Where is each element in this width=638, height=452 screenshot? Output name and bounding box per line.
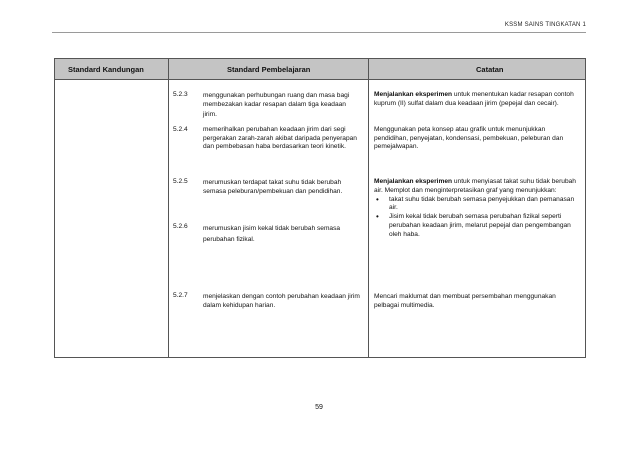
learning-text: merumuskan jisim kekal tidak berubah semasa perubahan fizikal. — [203, 225, 341, 243]
note-2 — [374, 126, 580, 152]
learning-text: memerihalkan perubahan keadaan jirim dari segi pergerakan zarah-zarah akibat daripada penyerapan dan pembebasan haba berdasarkan teori kinetik. — [203, 126, 357, 150]
header-divider — [52, 32, 586, 33]
learning-text: merumuskan terdapat takat suhu tidak berubah semasa peleburan/pembekuan dan pendidihan. — [203, 179, 343, 196]
note-bullet-list — [374, 196, 580, 240]
column-header-standard-kandungan: Standard Kandungan — [68, 65, 144, 74]
learning-text: menggunakan perhubungan ruang dan masa bagi membezakan kadar resapan dalam tiga keadaan jirim. — [203, 92, 350, 118]
curriculum-table — [54, 58, 586, 358]
note-4 — [374, 292, 580, 311]
column-divider — [168, 59, 169, 357]
learning-text: menjelaskan dengan contoh perubahan keadaan jirim dalam kehidupan harian. — [203, 293, 360, 310]
note-emphasis: Menjalankan eksperimen — [374, 178, 453, 185]
page-number: 59 — [315, 404, 323, 411]
note-text: Menggunakan peta konsep atau grafik untuk menunjukkan pendidihan, penyejatan, kondensasi, pembekuan, peleburan dan pemejalwapan. — [374, 126, 564, 150]
note-3 — [374, 178, 580, 240]
learning-code: 5.2.7 — [173, 292, 188, 299]
note-1 — [374, 91, 580, 108]
table-header-row — [55, 59, 585, 80]
column-header-standard-pembelajaran: Standard Pembelajaran — [227, 65, 311, 74]
document-header: KSSM SAINS TINGKATAN 1 — [504, 22, 586, 28]
note-emphasis: Menjalankan eksperimen — [374, 91, 453, 98]
learning-code: 5.2.5 — [173, 178, 188, 185]
note-text: untuk menyiasat takat suhu tidak berubah air. Memplot dan menginterpretasikan graf yang menunjukkan: — [374, 178, 576, 194]
note-text: untuk menentukan kadar resapan contoh kuprum (II) sulfat dalam dua keadaan jirim (pepejal dan cecair). — [374, 91, 574, 107]
note-bullet-item: • Jisim kekal tidak berubah semasa perubahan fizikal seperti perubahan keadaan jirim, melarut pepejal dan pengembangan oleh haba. — [374, 213, 580, 239]
learning-code: 5.2.4 — [173, 126, 188, 133]
note-bullet-item: • takat suhu tidak berubah semasa penyejukkan dan pemanasan air. — [374, 196, 580, 214]
note-text: Mencari maklumat dan membuat persembahan menggunakan pelbagai multimedia. — [374, 293, 556, 310]
column-header-catatan: Catatan — [476, 65, 504, 74]
learning-code: 5.2.6 — [173, 223, 188, 230]
learning-code: 5.2.3 — [173, 91, 188, 98]
column-divider — [368, 59, 369, 357]
